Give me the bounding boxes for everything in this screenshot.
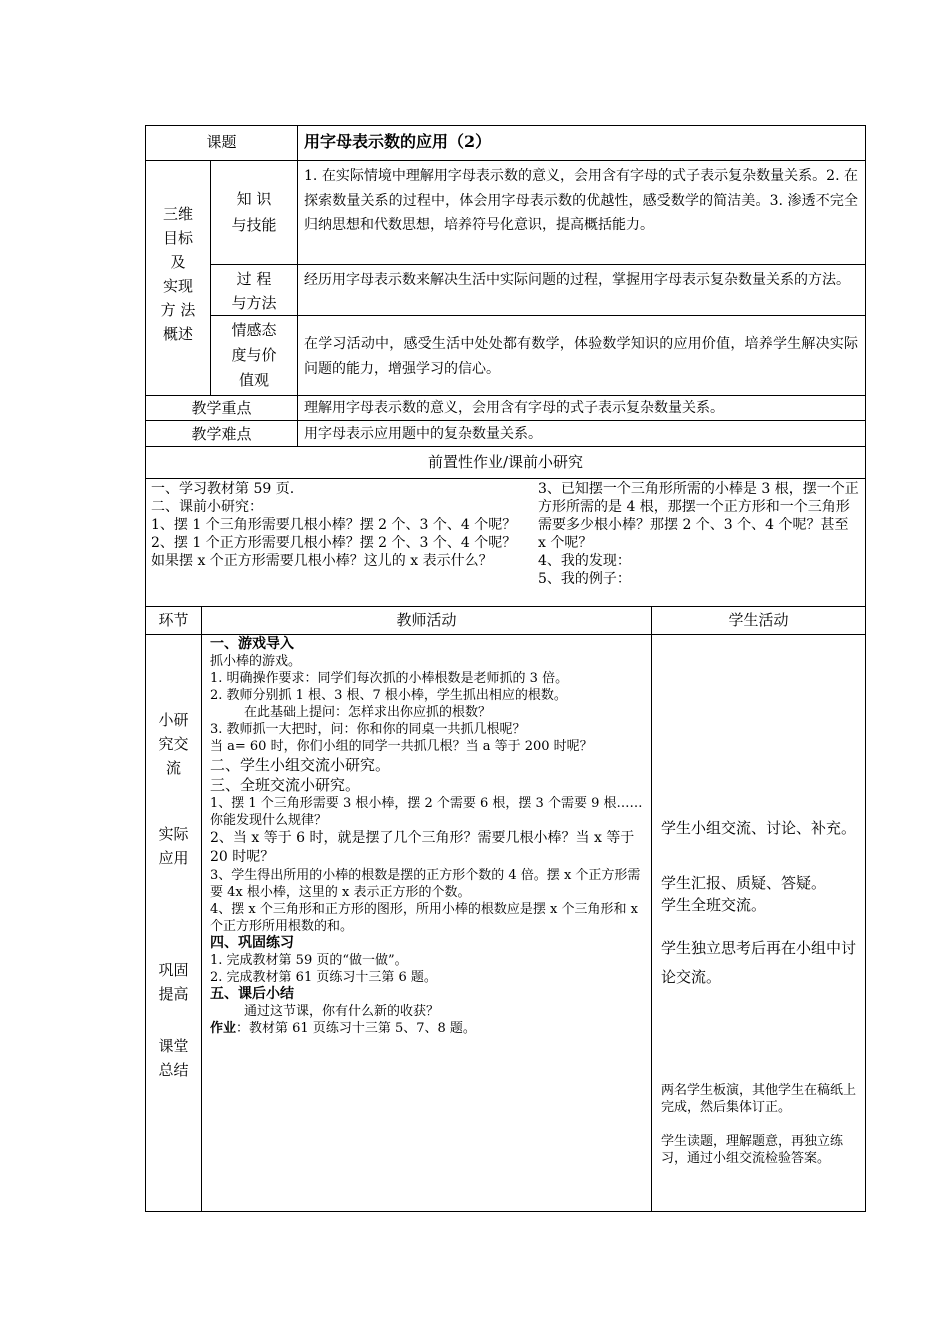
student-activity: 学生读题，理解题意，再独立练习，通过小组交流检验答案。	[661, 1134, 844, 1166]
emotion-text: 在学习活动中，感受生活中处处都有数学，体验数学知识的应用价值，培养学生解决实际问题的能力，增强学习的信心。	[304, 336, 858, 377]
section-title: 四、巩固练习	[210, 935, 294, 951]
student-activity: 学生全班交流。	[661, 896, 767, 914]
activity-line: 通过这节课，你有什么新的收获？	[244, 1004, 440, 1019]
preview-item: 2、摆 1 个正方形需要几根小棒？摆 2 个、3 个、4 个呢？如果摆 x 个正方形需要几根小棒？这儿的 x 表示什么？	[151, 535, 517, 569]
preview-item: 1、摆 1 个三角形需要几根小棒？摆 2 个、3 个、4 个呢？	[151, 517, 517, 533]
key-point-text: 理解用字母表示数的意义，会用含有字母的式子表示复杂数量关系。	[304, 400, 724, 416]
preview-item: 5、我的例子：	[538, 571, 631, 587]
stage-label: 巩固 提高	[158, 961, 189, 1003]
stage-label: 实际 应用	[158, 825, 189, 867]
knowledge-text: 1. 在实际情境中理解用字母表示数的意义，会用含有字母的式子表示复杂数量关系。2. 在探索数量关系的过程中，体会用字母表示数的优越性，感受数学的简洁美。3. 渗透不完全归纳思想和代数思想，培养符号化意识，提高概括能力。	[304, 168, 858, 233]
student-activity: 学生汇报、质疑、答疑。	[661, 874, 827, 892]
activity-line: 4、摆 x 个三角形和正方形的图形，所用小棒的根数应是摆 x 个三角形和 x 个正方形所用根数的和。	[210, 902, 638, 934]
activity-line: 当 a= 60 时，你们小组的同学一共抓几根？当 a 等于 200 时呢？	[210, 739, 593, 754]
difficulty-text: 用字母表示应用题中的复杂数量关系。	[304, 426, 542, 442]
stage-label: 课堂 总结	[158, 1037, 189, 1079]
goals-label: 三维 目标 及 实现 方 法 概述	[160, 205, 196, 343]
activity-line: 1. 完成教材第 59 页的“做一做”。	[210, 953, 408, 968]
stage-label: 小研 究交 流	[158, 711, 189, 777]
activity-line: 2. 教师分别抓 1 根、3 根、7 根小棒，学生抓出相应的根数。	[210, 688, 567, 703]
activity-line: 2、当 x 等于 6 时，就是摆了几个三角形？需要几根小棒？当 x 等于 20 时呢？	[210, 830, 635, 865]
preview-left	[151, 480, 523, 570]
activity-line: 2. 完成教材第 61 页练习十三第 6 题。	[210, 970, 437, 985]
activity-line: 1. 明确操作要求：同学们每次抓的小棒根数是老师抓的 3 倍。	[210, 671, 569, 686]
homework-label: 作业	[210, 1021, 237, 1036]
section-title: 三、全班交流小研究。	[210, 776, 361, 794]
stage-header: 环节	[158, 611, 189, 629]
key-point-label: 教学重点	[191, 399, 252, 417]
teacher-activity	[210, 636, 646, 1037]
section-title: 五、课后小结	[210, 986, 294, 1002]
preview-item: 二、课前小研究：	[151, 499, 263, 515]
homework-text: ：教材第 61 页练习十三第 5、7、8 题。	[236, 1021, 476, 1036]
difficulty-label: 教学难点	[191, 425, 252, 443]
title-label: 课题	[206, 133, 237, 151]
student-activity: 学生小组交流、讨论、补充。	[661, 819, 857, 837]
activity-line: 3. 教师抓一大把时，问：你和你的同桌一共抓几根呢？	[210, 722, 526, 737]
preview-header: 前置性作业/课前小研究	[427, 453, 584, 471]
section-title: 一、游戏导入	[210, 636, 294, 652]
emotion-label: 情感态 度与价 值观	[231, 321, 277, 389]
knowledge-label: 知 识 与技能	[231, 190, 277, 234]
process-text: 经历用字母表示数来解决生活中实际问题的过程，掌握用字母表示复杂数量关系的方法。	[304, 272, 850, 288]
homework-line	[210, 1020, 646, 1037]
activity-line: 3、学生得出所用的小棒的根数是摆的正方形个数的 4 倍。摆 x 个正方形需要 4x 根小棒，这里的 x 表示正方形的个数。	[210, 868, 641, 900]
student-activity: 学生独立思考后再在小组中讨论交流。	[661, 939, 857, 986]
preview-item: 3、已知摆一个三角形所需的小棒是 3 根，摆一个正方形所需的是 4 根，那摆一个正方形和一个三角形需要多少根小棒？那摆 2 个、3 个、4 个呢？甚至 x 个呢？	[538, 481, 859, 551]
section-title: 二、学生小组交流小研究。	[210, 756, 391, 774]
teacher-header: 教师活动	[396, 611, 457, 629]
activity-line: 1、摆 1 个三角形需要 3 根小棒，摆 2 个需要 6 根，摆 3 个需要 9 根……你能发现什么规律？	[210, 796, 643, 828]
student-activity: 两名学生板演，其他学生在稿纸上完成，然后集体订正。	[661, 1083, 857, 1115]
preview-item: 4、我的发现：	[538, 553, 631, 569]
preview-item: 一、学习教材第 59 页.	[151, 481, 295, 497]
student-header: 学生活动	[728, 611, 789, 629]
lesson-title: 用字母表示数的应用（2）	[304, 132, 492, 151]
activity-line: 抓小棒的游戏。	[210, 654, 302, 669]
activity-line: 在此基础上提问：怎样求出你应抓的根数？	[244, 705, 492, 720]
preview-right	[538, 480, 860, 588]
process-label: 过 程 与方法	[231, 270, 277, 312]
